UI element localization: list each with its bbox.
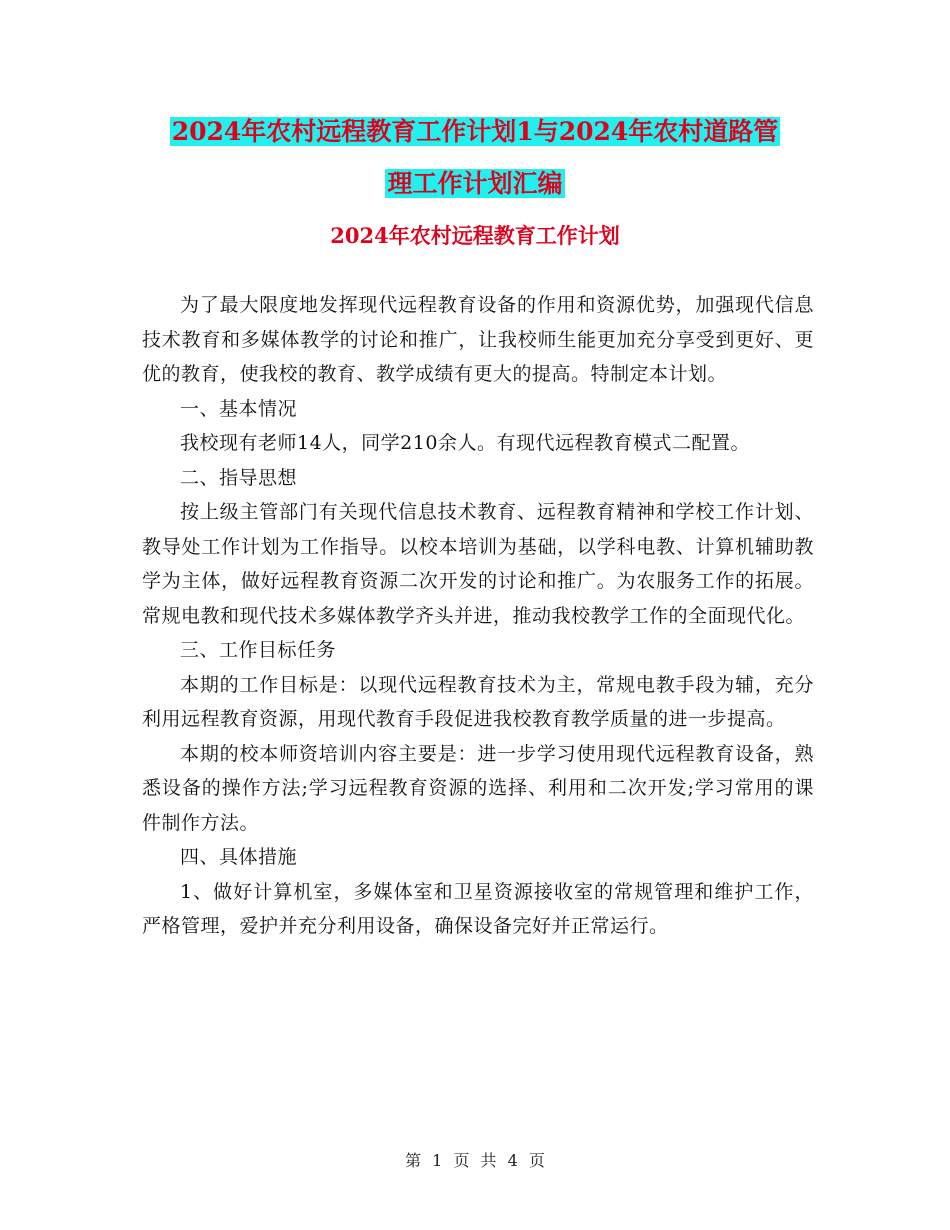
page-footer: 第 1 页 共 4 页 (405, 1151, 545, 1170)
heading-basic-situation: 一、基本情况 (180, 397, 298, 420)
main-title-line2: 理工作计划汇编 (387, 169, 563, 198)
document-body (142, 288, 814, 944)
heading-guiding-ideology: 二、指导思想 (180, 466, 298, 489)
main-title (60, 106, 890, 210)
main-title-line1: 2024年农村远程教育工作计划1与2024年农村道路管 (171, 117, 779, 146)
paragraph-intro: 为了最大限度地发挥现代远程教育设备的作用和资源优势，加强现代信息技术教育和多媒体教学的讨论和推广，让我校师生能更加充分享受到更好、更优的教育，使我校的教育、教学成绩有更大的提高。特制定本计划。 (142, 294, 814, 385)
paragraph-guiding-ideology: 按上级主管部门有关现代信息技术教育、远程教育精神和学校工作计划、教导处工作计划为工作指导。以校本培训为基础，以学科电教、计算机辅助教学为主体，做好远程教育资源二次开发的讨论和推广。为农服务工作的拓展。常规电教和现代技术多媒体教学齐头并进，推动我校教学工作的全面现代化。 (142, 501, 814, 627)
paragraph-measure-1: 1、做好计算机室，多媒体室和卫星资源接收室的常规管理和维护工作，严格管理，爱护并充分利用设备，确保设备完好并正常运行。 (142, 880, 814, 937)
paragraph-work-goals: 本期的工作目标是：以现代远程教育技术为主，常规电教手段为辅，充分利用远程教育资源，用现代教育手段促进我校教育教学质量的进一步提高。 (142, 673, 814, 730)
section-title: 2024年农村远程教育工作计划 (330, 223, 620, 248)
paragraph-basic-situation: 我校现有老师14人，同学210余人。有现代远程教育模式二配置。 (180, 432, 750, 454)
paragraph-training-content: 本期的校本师资培训内容主要是：进一步学习使用现代远程教育设备，熟悉设备的操作方法;学习远程教育资源的选择、利用和二次开发;学习常用的课件制作方法。 (142, 742, 814, 834)
heading-specific-measures: 四、具体措施 (180, 846, 298, 868)
heading-work-goals: 三、工作目标任务 (180, 639, 337, 661)
